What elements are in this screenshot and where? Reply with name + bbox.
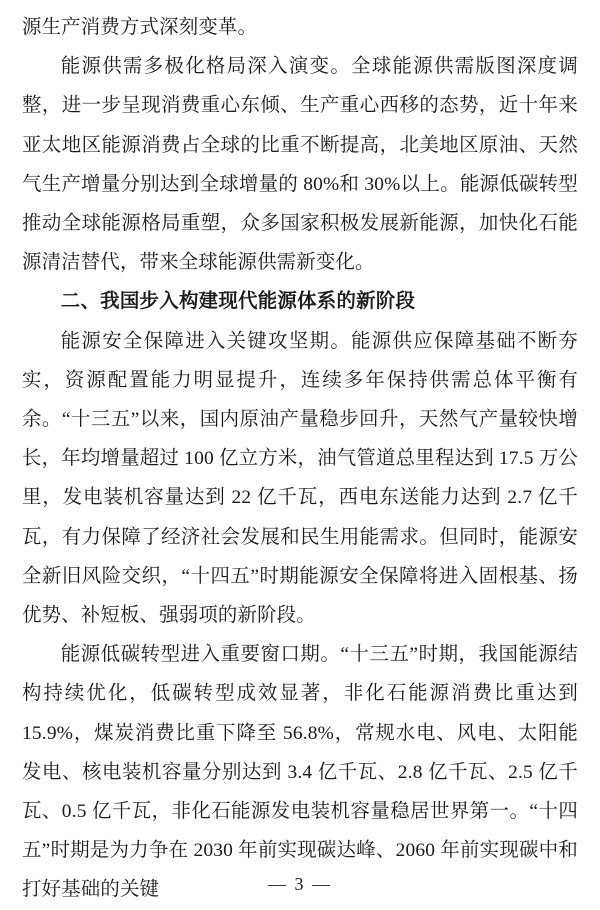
paragraph-low-carbon-transition: 能源低碳转型进入重要窗口期。“十三五”时期，我国能源结构持续优化，低碳转型成效显著，非化石能源消费比重达到 15.9%，煤炭消费比重下降至 56.8%，常规水电、风电、太阳能发电、核电装机容量分别达到 3.4 亿千瓦、2.8 亿千瓦、2.5 亿千瓦、0.5 亿千瓦，非化石能源发电装机容量稳居世界第一。“十四五”时期是为力争在 2030 年前实现碳达峰、2060 年前实现碳中和打好基础的关键 bbox=[22, 644, 578, 901]
page-number: — 3 — bbox=[268, 874, 332, 894]
paragraph-continuation: 源生产消费方式深刻变革。 bbox=[22, 17, 258, 38]
paragraph-energy-security: 能源安全保障进入关键攻坚期。能源供应保障基础不断夯实，资源配置能力明显提升，连续多年保持供需总体平衡有余。“十三五”以来，国内原油产量稳步回升，天然气产量较快增长，年均增量超过 100 亿立方米，油气管道总里程达到 17.5 万公里，发电装机容量达到 22 亿千瓦，西电东送能力达到 2.7 亿千瓦，有力保障了经济社会发展和民生用能需求。但同时，能源安全新旧风险交织，“十四五”时期能源安全保障将进入固根基、扬优势、补短板、强弱项的新阶段。 bbox=[22, 330, 578, 627]
section-heading-two: 二、我国步入构建现代能源体系的新阶段 bbox=[60, 290, 416, 313]
paragraph-global-energy-supply-demand: 能源供需多极化格局深入演变。全球能源供需版图深度调整，进一步呈现消费重心东倾、生产重心西移的态势，近十年来亚太地区能源消费占全球的比重不断提高，北美地区原油、天然气生产增量分别达到全球增量的 80%和 30%以上。能源低碳转型推动全球能源格局重塑，众多国家积极发展新能源，加快化石能源清洁替代，带来全球能源供需新变化。 bbox=[22, 56, 578, 274]
